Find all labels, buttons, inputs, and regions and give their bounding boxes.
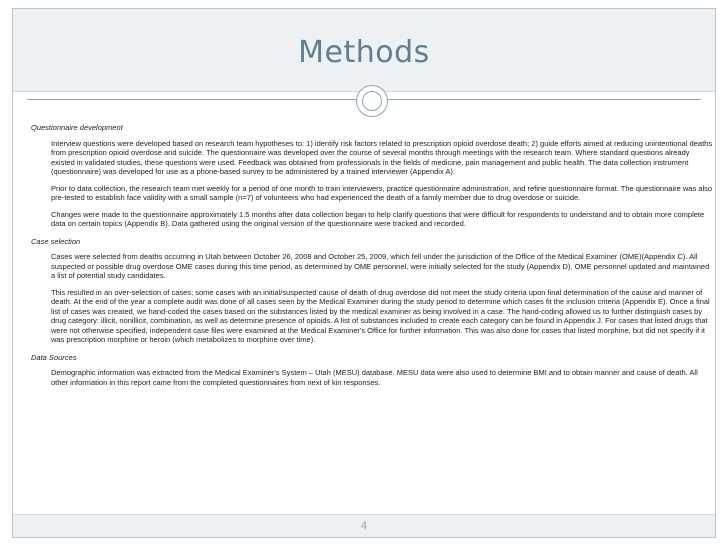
slide-body	[31, 123, 715, 394]
section-heading-data-sources: Data Sources	[31, 352, 77, 362]
case-selection-paragraph-1: Cases were selected from deaths occurring in Utah between October 26, 2008 and October 25, 2009, which fell under the jurisdiction of the Office of the Medical Examiner (OME)(Appendix C). All suspected or possible drug overdose OME cases during this time period, as determined by OME personnel, were initially selected for the study (Appendix D). OME personnel updated and maintained a list of potential study candidates.	[51, 252, 710, 280]
slide-title: Methods	[298, 35, 430, 70]
title-band	[13, 9, 715, 92]
data-sources-paragraph-1: Demographic information was extracted from the Medical Examiner's System – Utah (MESU) database. MESU data were also used to determine BMI and to obtain manner and cause of death. All other information in this report came from the completed questionnaires from next of kin responses.	[51, 368, 698, 387]
page-number: 4	[360, 520, 368, 532]
circle-ornament-icon	[356, 85, 388, 117]
case-selection-paragraph-2: This resulted in an over-selection of cases; some cases with an initial/suspected cause of death of drug overdose did not meet the study criteria upon final determination of the cause and manner of death. At the end of the year a complete audit was done of all cases seen by the Medical Examiner during the study period to determine which cases fit the inclusion criteria (Appendix E). Once a final list of cases was created, we hand-coded the cases based on the substances listed by the medical examiner as being involved in a case. The hand-coding allowed us to further distinguish cases by drug category: illicit, nonillicit, combination, as well as determine presence of opioids. A list of substances included to create each category can be found in Appendix J. For cases that listed drugs that were not otherwise specified, independent case files were examined at the Medical Examiner's Office for further information. This was also done for cases that listed morphine, but did not specify if it was prescription morphine or heroin (which metabolizes to morphine over time).	[51, 287, 710, 344]
section-heading-case-selection: Case selection	[31, 236, 81, 246]
questionnaire-paragraph-1: Interview questions were developed based on research team hypotheses to: 1) identify risk factors related to prescription opioid overdose death; 2) guide efforts aimed at reducing unintentional deaths from prescription opioid overdose and suicide. The questionnaire was developed over the course of several months through meetings with the research team. Where standard questions already existed in validated studies, these questions were used. Feedback was obtained from professionals in the fields of medicine, pain management and public health. The data collection instrument (questionnaire) was developed for use as a phone-based survey to be administered by a trained interviewer (Appendix A).	[51, 138, 713, 176]
questionnaire-paragraph-3: Changes were made to the questionnaire approximately 1.5 months after data collection began to help clarify questions that were difficult for respondents to understand and to obtain more complete data on certain topics (Appendix B). Data gathered using the original version of the questionnaire were tracked and recorded.	[51, 209, 705, 228]
footer-band	[13, 514, 715, 537]
questionnaire-paragraph-2: Prior to data collection, the research team met weekly for a period of one month to train interviewers, practice questionnaire administration, and refine questionnaire format. The questionnaire was also pre-tested to establish face validity with a small sample (n=7) of volunteers who had experienced the death of a family member due to drug overdose or suicide.	[51, 183, 713, 202]
circle-ornament-inner-icon	[362, 91, 382, 111]
section-heading-questionnaire: Questionnaire development	[31, 123, 123, 132]
slide	[12, 8, 716, 538]
